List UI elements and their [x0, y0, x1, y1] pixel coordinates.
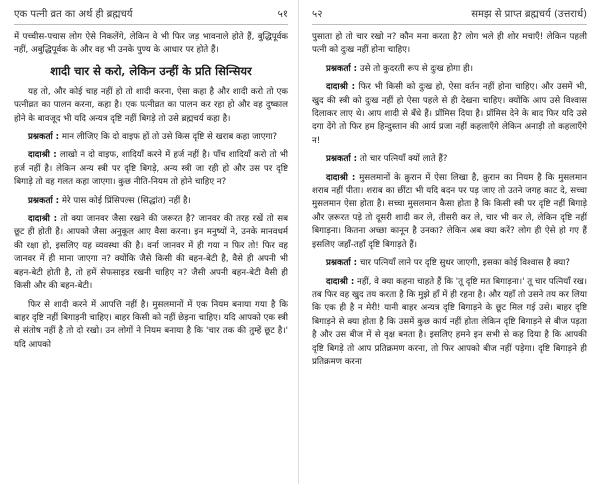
- answer-text: नहीं, वे क्या कहना चाहते हैं कि 'तू दृष्टि मत बिगाड़ना।' तू चार पत्नियाँ रख। तब फिर वह खुद तय करता है कि मुझे हाँ में ही रहना है। और यहाँ तो उसने तय कर लिया कि एक ही है न मेरी! यानी बाहर अन्यत्र दृष्टि बिगाड़ने के छूट मिल गई उसे। बाहर दृष्टि बिगाड़ने से क्या होता है कि उसमें कुछ कार्य नहीं होता लेकिन दृष्टि बिगाड़ने से बीज पड़ता है और उस बीज में से वृक्ष बनता है। इसलिए हमने इन सभी से कह दिया है कि आपकी दृष्टि बिगड़े तो आप प्रतिक्रमण करना, तो फिर आपको बीज नहीं पड़ेगा। दृष्टि बिगाड़ने ही प्रतिक्रमण करना: [312, 276, 588, 367]
- left-running-head: [14, 6, 288, 25]
- speaker-label: प्रश्नकर्ता :: [28, 195, 60, 206]
- speaker-label: दादाश्री :: [28, 150, 57, 161]
- question-text: तो चार पत्नियाँ क्यों लाते हैं?: [357, 154, 448, 165]
- right-answer-3: [312, 276, 587, 370]
- left-question-2: [14, 195, 288, 208]
- left-page: [0, 0, 299, 484]
- left-page-number: ५१: [277, 9, 288, 20]
- speaker-label: प्रश्नकर्ता :: [326, 258, 358, 269]
- left-answer-2: [14, 213, 288, 293]
- right-answer-2: [312, 172, 587, 252]
- left-paragraph-2: यह तो, और कोई चाह नहीं हो तो शादी करना, ऐसा कहा है और शादी करो तो एक पत्नीव्रत का पालन करना, कहा है। एक पत्नीव्रत का पालन कर रहा हो और वह दुष्काल होने के बावजूद भी यदि अन्यत्र दृष्टि नहीं बिगड़े तो उसे ब्रह्मचर्य कहा है।: [14, 86, 288, 124]
- right-answer-1: [312, 81, 587, 148]
- answer-text: फिर भी किसी को दुःख हो, ऐसा वर्तन नहीं होना चाहिए। और उसमें भी, खुद की स्त्री को दुःख नहीं हो ऐसा पहले से ही देखना चाहिए। क्योंकि आप उसे विश्वास दिलाकर लाए थे। आप शादी से बँधे हैं। प्रॉमिस दिया है। प्रॉमिस देने के बाद फिर यदि उसे दगा देंगे तो फिर हम हिन्दुस्तान की आर्य प्रजा नहीं कहलाएँगे लेकिन अनाड़ी तो कहलाएँगे न!: [312, 82, 587, 146]
- speaker-label: दादाश्री :: [28, 214, 58, 225]
- answer-text: मुसलमानों के क़ुरान में ऐसा लिखा है, क़ुरान का नियम है कि मुसलमान शराब नहीं पीता। शराब का छींटा भी यदि बदन पर पड़ जाए तो उतने जगह काट दे, सच्चा मुसलमान ऐसा होता है। सच्चा मुसलमान कैसा होता है कि किसी स्त्री पर दृष्टि नहीं बिगाड़े और ज़रूरत पड़े तो दूसरी शादी कर ले, तीसरी कर ले, चार भी कर ले, लेकिन दृष्टि नहीं बिगाड़ना। कितना अच्छा कानून है उनका? लेकिन अब क्या करें? लोग ही ऐसे हो गए हैं इसलिए जहाँ-तहाँ दृष्टि बिगाड़ते हैं।: [312, 172, 587, 250]
- speaker-label: दादाश्री :: [326, 82, 356, 93]
- question-text: चार पत्नियाँ लाने पर दृष्टि सुधर जाएगी, इसका कोई विश्वास है क्या?: [357, 258, 570, 269]
- left-question-1: [14, 131, 288, 144]
- left-paragraph-3: फिर से शादी करने में आपत्ति नहीं है। मुसलमानों में एक नियम बनाया गया है कि बाहर दृष्टि नहीं बिगाड़नी चाहिए। बाहर किसी को नहीं छेड़ना चाहिए। यदि आपको एक स्त्री से संतोष नहीं है तो दो रखो। उन लोगों ने नियम बनाया है कि 'चार तक की तुम्हें छूट है।' यदि आपको: [14, 299, 288, 350]
- right-paragraph-1: पुसाता हो तो चार रखो न? कौन मना करता है? लोग भले ही शोर मचाएँ! लेकिन पहली पत्नी को दुःख नहीं होना चाहिए।: [312, 32, 587, 56]
- left-paragraph-1: में पच्चीस-पचास लोग ऐसे निकलेंगे, लेकिन वे भी फिर जड़ भावनाले होते हैं, बुद्धिपूर्वक नहीं, अबुद्धिपूर्वक के और वह भी उनके पुण्य के आधार पर होते हैं।: [14, 32, 288, 56]
- right-header-title: समझ से प्राप्त ब्रह्मचर्य (उत्तरार्ध): [471, 9, 587, 20]
- right-question-1: [312, 63, 587, 76]
- answer-text: लाखो न दो वाइफ, शादियाँ करने में हर्ज नहीं है। पाँच शादियाँ करो तो भी हर्ज नहीं है। लेकिन अन्य स्त्री पर दृष्टि बिगड़े, अन्य स्त्री जा रही हो और उस पर दृष्टि बिगाड़े तो वह गलत कहा जाएगा। कुछ नीति-नियम तो होने चाहिए न?: [14, 150, 288, 188]
- left-header-title: एक पत्नी व्रत का अर्थ ही ब्रह्मचर्य: [14, 9, 133, 20]
- question-text: मेरे पास कोई प्रिंसिपल्स (सिद्धांत) नहीं है।: [59, 195, 191, 206]
- right-question-3: [312, 257, 587, 270]
- speaker-label: प्रश्नकर्ता :: [326, 63, 358, 74]
- right-page-number: ५२: [312, 9, 323, 20]
- question-text: उसे तो कुदरती रूप से दुःख होगा ही।: [357, 63, 474, 74]
- right-page: [300, 0, 599, 484]
- right-running-head: [312, 6, 587, 25]
- answer-text: तो क्या जानवर जैसा रखने की जरूरत है? जानवर की तरह रखें तो सब छूट ही होती है। आपको जैसा अनुकूल आए वैसा करना। इन मनुष्यों ने, उनके मानवधर्म की रक्षा हो, इसलिए यह व्यवस्था की है। वर्ना जानवर में ही गया न फिर तो! फिर वह जानवर में ही माना जाएगा न? क्योंकि जैसे किसी की बहन-बेटी है, वैसे ही अपनी भी बहन-बेटी होती है, तो हमें सेफसाइड रखनी चाहिए न? जैसी अपनी बहन-बेटी वैसी ही किसी और की बहन-बेटी।: [14, 214, 288, 292]
- speaker-label: दादाश्री :: [326, 276, 355, 287]
- left-answer-1: [14, 149, 288, 189]
- speaker-label: प्रश्नकर्ता :: [326, 154, 358, 165]
- speaker-label: दादाश्री :: [326, 172, 356, 183]
- question-text: मान लीजिए कि दो वाइफ हों तो उसे किस दृष्टि से खराब कहा जाएगा?: [59, 132, 278, 143]
- speaker-label: प्रश्नकर्ता :: [28, 132, 60, 143]
- right-question-2: [312, 153, 587, 166]
- section-heading: शादी चार से करो, लेकिन उन्हीं के प्रति सिन्सियर: [50, 63, 252, 78]
